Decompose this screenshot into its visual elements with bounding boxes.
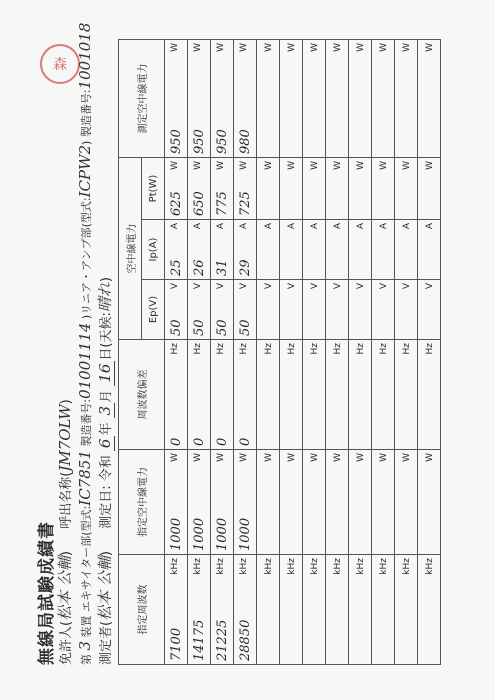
cell-unit: A xyxy=(424,223,435,230)
cell-value: 1000 xyxy=(214,517,230,551)
cell-dev xyxy=(303,340,326,450)
cell-unit: W xyxy=(192,453,203,462)
cell-pt xyxy=(234,158,257,220)
cell-value: 31 xyxy=(214,259,230,276)
cell-freq xyxy=(165,555,188,665)
cell-unit: W xyxy=(332,161,343,170)
cell-unit: Hz xyxy=(238,343,249,355)
cell-ip xyxy=(418,220,441,280)
cell-value: 21225 xyxy=(214,619,230,661)
cell-ep xyxy=(257,280,280,340)
cell-dev xyxy=(280,340,303,450)
cell-unit: Hz xyxy=(355,343,366,355)
header-pt: Pt(W) xyxy=(142,158,165,220)
cell-unit: W xyxy=(378,453,389,462)
cell-unit: Hz xyxy=(215,343,226,355)
cell-value: 26 xyxy=(191,259,207,276)
cell-value: 50 xyxy=(191,319,207,336)
cell-unit: V xyxy=(378,283,389,290)
cell-value: 950 xyxy=(168,129,184,154)
cell-unit: V xyxy=(238,283,249,290)
cell-unit: A xyxy=(215,223,226,230)
cell-ep xyxy=(326,280,349,340)
equipment-label: 第 xyxy=(80,654,93,665)
cell-power xyxy=(372,450,395,555)
cell-ip xyxy=(395,220,418,280)
seal-stamp: 森 xyxy=(40,44,80,84)
cell-unit: W xyxy=(401,161,412,170)
cell-value: 14175 xyxy=(191,619,207,661)
table-row xyxy=(395,40,418,665)
weather-label: 日(天候: xyxy=(99,312,114,361)
header-deviation: 周波数偏差 xyxy=(119,340,165,450)
cell-unit: A xyxy=(355,223,366,230)
cell-ep xyxy=(418,280,441,340)
cell-unit: W xyxy=(263,161,274,170)
cell-unit: kHz xyxy=(332,558,343,575)
table-row xyxy=(280,40,303,665)
cell-unit: W xyxy=(169,43,180,52)
table-row xyxy=(303,40,326,665)
cell-unit: A xyxy=(332,223,343,230)
cell-ep xyxy=(372,280,395,340)
cell-ip xyxy=(303,220,326,280)
cell-unit: A xyxy=(169,223,180,230)
cell-ip xyxy=(280,220,303,280)
cell-unit: Hz xyxy=(286,343,297,355)
cell-unit: A xyxy=(238,223,249,230)
cell-unit: Hz xyxy=(424,343,435,355)
cell-unit: V xyxy=(286,283,297,290)
cell-unit: W xyxy=(309,453,320,462)
cell-dev xyxy=(349,340,372,450)
cell-unit: kHz xyxy=(263,558,274,575)
cell-unit: A xyxy=(263,223,274,230)
cell-freq xyxy=(326,555,349,665)
cell-unit: W xyxy=(215,453,226,462)
table-row xyxy=(326,40,349,665)
cell-value: 650 xyxy=(191,191,207,216)
cell-freq xyxy=(349,555,372,665)
cell-ip xyxy=(257,220,280,280)
cell-power xyxy=(418,450,441,555)
table-row xyxy=(234,40,257,665)
measurer-label: 測定者 xyxy=(99,625,114,665)
exciter-serial-label: 製造番号: xyxy=(80,398,93,447)
cell-unit: W xyxy=(401,43,412,52)
cell-pt xyxy=(257,158,280,220)
cell-unit: W xyxy=(355,453,366,462)
cell-pt xyxy=(395,158,418,220)
cell-unit: W xyxy=(263,453,274,462)
header-ep: Ep(V) xyxy=(142,280,165,340)
month-value: 3 xyxy=(96,403,115,419)
table-row xyxy=(349,40,372,665)
amp-serial-label: 製造番号: xyxy=(80,89,93,138)
cell-pt xyxy=(326,158,349,220)
cell-ip xyxy=(211,220,234,280)
cell-unit: W xyxy=(378,43,389,52)
cell-dev xyxy=(211,340,234,450)
cell-ip xyxy=(188,220,211,280)
cell-ep xyxy=(188,280,211,340)
cell-freq xyxy=(303,555,326,665)
cell-ep xyxy=(303,280,326,340)
cell-value: 7100 xyxy=(168,627,184,661)
cell-measured xyxy=(165,40,188,158)
cell-unit: W xyxy=(263,43,274,52)
cell-measured xyxy=(303,40,326,158)
cell-ep xyxy=(395,280,418,340)
cell-value: 1000 xyxy=(168,517,184,551)
cell-unit: W xyxy=(238,161,249,170)
cell-freq xyxy=(211,555,234,665)
cell-power xyxy=(211,450,234,555)
cell-power xyxy=(280,450,303,555)
licensee-name: 松本 公輔 xyxy=(56,556,74,621)
cell-pt xyxy=(165,158,188,220)
cell-value: 775 xyxy=(214,191,230,216)
cell-power xyxy=(257,450,280,555)
cell-dev xyxy=(165,340,188,450)
cell-value: 625 xyxy=(168,191,184,216)
header-power: 指定空中線電力 xyxy=(119,450,165,555)
cell-unit: V xyxy=(424,283,435,290)
cell-pt xyxy=(303,158,326,220)
exciter-serial: 01001114 xyxy=(76,322,94,399)
cell-unit: W xyxy=(401,453,412,462)
cell-power xyxy=(326,450,349,555)
cell-unit: V xyxy=(192,283,203,290)
cell-unit: kHz xyxy=(401,558,412,575)
equipment-number: 3 xyxy=(76,640,94,651)
year-value: 6 xyxy=(96,436,115,452)
cell-unit: W xyxy=(424,453,435,462)
cell-unit: A xyxy=(286,223,297,230)
cell-value: 1000 xyxy=(237,517,253,551)
cell-unit: W xyxy=(286,43,297,52)
date-label: 測定日: xyxy=(99,485,114,529)
table-row xyxy=(372,40,395,665)
header-frequency: 指定周波数 xyxy=(119,555,165,665)
cell-pt xyxy=(211,158,234,220)
licensee-line: 免許人(松本 公輔) 呼出名称(JM7OLW) xyxy=(56,399,74,665)
cell-freq xyxy=(418,555,441,665)
equipment-suffix: 装置 xyxy=(80,615,93,638)
cell-unit: A xyxy=(401,223,412,230)
header-measured-power: 測定空中線電力 xyxy=(119,40,165,158)
measurer-name: 松本 公輔 xyxy=(96,556,114,621)
cell-measured xyxy=(280,40,303,158)
cell-ip xyxy=(372,220,395,280)
cell-ep xyxy=(280,280,303,340)
cell-power xyxy=(188,450,211,555)
cell-dev xyxy=(395,340,418,450)
cell-ip xyxy=(234,220,257,280)
cell-unit: V xyxy=(215,283,226,290)
cell-unit: W xyxy=(424,161,435,170)
cell-unit: kHz xyxy=(286,558,297,575)
cell-unit: kHz xyxy=(192,558,203,575)
cell-value: 50 xyxy=(237,319,253,336)
cell-power xyxy=(234,450,257,555)
cell-unit: V xyxy=(355,283,366,290)
table-row xyxy=(257,40,280,665)
cell-dev xyxy=(257,340,280,450)
cell-measured xyxy=(211,40,234,158)
cell-unit: W xyxy=(355,43,366,52)
cell-ip xyxy=(165,220,188,280)
cell-value: 0 xyxy=(168,437,184,446)
cell-unit: V xyxy=(401,283,412,290)
cell-value: 0 xyxy=(214,437,230,446)
amp-serial: 1001018 xyxy=(76,22,94,90)
cell-freq xyxy=(280,555,303,665)
cell-measured xyxy=(349,40,372,158)
cell-ip xyxy=(326,220,349,280)
licensee-label: 免許人 xyxy=(59,625,74,665)
cell-unit: W xyxy=(286,453,297,462)
cell-unit: W xyxy=(378,161,389,170)
test-report-sheet xyxy=(32,22,452,665)
cell-unit: W xyxy=(169,453,180,462)
cell-unit: W xyxy=(309,43,320,52)
cell-power xyxy=(349,450,372,555)
cell-value: 725 xyxy=(237,191,253,216)
cell-unit: W xyxy=(355,161,366,170)
table-row xyxy=(188,40,211,665)
cell-unit: A xyxy=(309,223,320,230)
cell-value: 29 xyxy=(237,259,253,276)
cell-pt xyxy=(280,158,303,220)
cell-dev xyxy=(372,340,395,450)
cell-value: 50 xyxy=(214,319,230,336)
cell-unit: kHz xyxy=(215,558,226,575)
cell-unit: Hz xyxy=(309,343,320,355)
cell-measured xyxy=(418,40,441,158)
cell-value: 950 xyxy=(214,129,230,154)
cell-unit: W xyxy=(309,161,320,170)
cell-unit: W xyxy=(238,43,249,52)
cell-dev xyxy=(188,340,211,450)
cell-freq xyxy=(395,555,418,665)
cell-ep xyxy=(349,280,372,340)
cell-unit: Hz xyxy=(263,343,274,355)
cell-measured xyxy=(395,40,418,158)
day-value: 16 xyxy=(96,361,115,386)
weather-value: 晴れ xyxy=(96,282,114,313)
equipment-line: 第 3 装置 エキサイター部(型式:IC7851 製造番号:01001114 )リニア・アンプ部(型式:ICPW2) 製造番号:1001018 xyxy=(76,22,94,665)
callsign-value: JM7OLW xyxy=(56,404,74,472)
cell-measured xyxy=(372,40,395,158)
cell-unit: V xyxy=(169,283,180,290)
cell-unit: W xyxy=(332,43,343,52)
cell-unit: W xyxy=(215,43,226,52)
table-row xyxy=(418,40,441,665)
amp-label: )リニア・アンプ部(型式: xyxy=(80,197,93,320)
cell-unit: W xyxy=(192,161,203,170)
cell-unit: kHz xyxy=(424,558,435,575)
cell-unit: W xyxy=(286,161,297,170)
cell-pt xyxy=(372,158,395,220)
cell-unit: W xyxy=(192,43,203,52)
cell-value: 50 xyxy=(168,319,184,336)
amp-model: ICPW2 xyxy=(76,144,94,198)
cell-value: 950 xyxy=(191,129,207,154)
cell-measured xyxy=(234,40,257,158)
cell-ip xyxy=(349,220,372,280)
document-title: 無線局試験成績書 xyxy=(37,521,57,665)
exciter-model: IC7851 xyxy=(76,450,94,506)
cell-unit: Hz xyxy=(378,343,389,355)
cell-value: 980 xyxy=(237,129,253,154)
cell-unit: A xyxy=(192,223,203,230)
cell-pt xyxy=(188,158,211,220)
cell-unit: kHz xyxy=(169,558,180,575)
cell-value: 0 xyxy=(237,437,253,446)
cell-freq xyxy=(188,555,211,665)
cell-ep xyxy=(165,280,188,340)
cell-unit: A xyxy=(378,223,389,230)
cell-unit: W xyxy=(169,161,180,170)
cell-unit: Hz xyxy=(192,343,203,355)
cell-pt xyxy=(418,158,441,220)
cell-unit: Hz xyxy=(332,343,343,355)
cell-ep xyxy=(211,280,234,340)
measurement-table xyxy=(118,39,441,665)
cell-unit: kHz xyxy=(378,558,389,575)
cell-unit: V xyxy=(332,283,343,290)
cell-dev xyxy=(234,340,257,450)
cell-unit: W xyxy=(332,453,343,462)
cell-freq xyxy=(234,555,257,665)
cell-unit: W xyxy=(238,453,249,462)
callsign-label: 呼出名称 xyxy=(59,476,74,529)
era: 令和 xyxy=(99,455,114,482)
cell-power xyxy=(165,450,188,555)
header-ip: Ip(A) xyxy=(142,220,165,280)
cell-unit: kHz xyxy=(355,558,366,575)
cell-value: 1000 xyxy=(191,517,207,551)
cell-value: 25 xyxy=(168,259,184,276)
cell-freq xyxy=(257,555,280,665)
cell-unit: kHz xyxy=(238,558,249,575)
cell-pt xyxy=(349,158,372,220)
cell-unit: Hz xyxy=(401,343,412,355)
table-row xyxy=(165,40,188,665)
cell-measured xyxy=(326,40,349,158)
cell-measured xyxy=(257,40,280,158)
measurement-line: 測定者(松本 公輔) 測定日: 令和 6年 3月 16日(天候:晴れ) xyxy=(96,277,114,665)
cell-unit: V xyxy=(309,283,320,290)
cell-ep xyxy=(234,280,257,340)
cell-freq xyxy=(372,555,395,665)
cell-dev xyxy=(418,340,441,450)
cell-unit: W xyxy=(424,43,435,52)
cell-unit: kHz xyxy=(309,558,320,575)
cell-power xyxy=(303,450,326,555)
cell-unit: V xyxy=(263,283,274,290)
cell-measured xyxy=(188,40,211,158)
header-antenna-power: 空中線電力 xyxy=(119,158,142,340)
cell-value: 28850 xyxy=(237,619,253,661)
cell-unit: Hz xyxy=(169,343,180,355)
exciter-label: エキサイター部(型式: xyxy=(80,505,93,612)
cell-value: 0 xyxy=(191,437,207,446)
table-row xyxy=(211,40,234,665)
cell-unit: W xyxy=(215,161,226,170)
cell-power xyxy=(395,450,418,555)
cell-dev xyxy=(326,340,349,450)
